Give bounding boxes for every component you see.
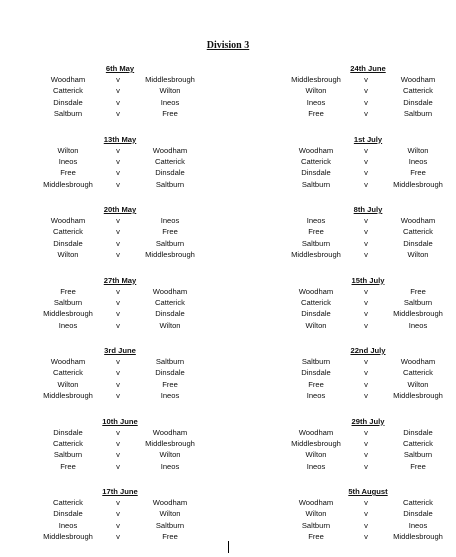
home-team: Free [60,461,76,471]
away-team: Free [162,109,178,119]
fixture-row [278,427,456,438]
away-team: Free [162,227,178,237]
versus-label: v [116,250,120,260]
fixture-round [278,134,456,205]
fixture-row [30,390,210,401]
away-team: Middlesbrough [145,250,195,260]
home-team: Ineos [306,461,326,471]
away-team: Free [162,532,178,542]
fixture-row [30,238,210,249]
home-team: Wilton [305,86,327,96]
fixture-row [30,74,210,85]
versus-label: v [116,309,120,319]
fixture-row [278,97,456,108]
versus-label: v [364,438,368,448]
home-team: Woodham [50,357,86,366]
home-team: Catterick [53,227,83,237]
versus-label: v [116,391,120,401]
away-team: Free [410,168,426,178]
home-team: Catterick [53,498,83,507]
home-team: Woodham [50,75,86,84]
away-team: Middlesbrough [145,438,195,448]
fixture-row [278,226,456,237]
versus-label: v [364,509,368,519]
versus-label: v [364,227,368,237]
versus-label: v [116,179,120,189]
fixture-row [30,427,210,438]
fixture-row [30,308,210,319]
fixture-row [30,508,210,519]
fixture-row [278,379,456,390]
fixture-row [30,449,210,460]
home-team: Middlesbrough [291,75,341,84]
fixture-row [30,215,210,226]
versus-label: v [364,250,368,260]
away-team: Ineos [160,391,180,401]
away-team: Middlesbrough [393,391,443,401]
fixture-row [30,297,210,308]
fixture-row [278,461,456,472]
away-team: Wilton [407,250,429,260]
versus-label: v [364,520,368,530]
home-team: Catterick [53,86,83,96]
home-team: Dinsdale [53,509,83,519]
round-date: 27th May [103,275,137,285]
away-team: Woodham [152,286,188,296]
home-team: Saltburn [53,450,83,460]
versus-label: v [364,368,368,378]
round-date: 17th June [102,487,138,496]
away-team: Saltburn [403,109,433,119]
away-team: Woodham [152,145,188,155]
round-date: 15th July [351,275,385,285]
fixture-row [278,167,456,178]
home-team: Wilton [305,320,327,330]
fixture-round [278,204,456,275]
round-date: 8th July [353,205,383,214]
versus-label: v [364,238,368,248]
home-team: Catterick [53,438,83,448]
round-date: 24th June [350,64,386,73]
home-team: Free [308,379,324,389]
away-team: Catterick [155,156,185,166]
fixture-row [30,379,210,390]
away-team: Free [162,379,178,389]
fixture-row [278,390,456,401]
fixture-row [30,226,210,237]
away-team: Dinsdale [403,509,433,519]
away-team: Dinsdale [155,309,185,319]
versus-label: v [364,320,368,330]
away-team: Woodham [400,357,436,366]
fixture-round [30,63,210,134]
versus-label: v [116,168,120,178]
versus-label: v [116,297,120,307]
away-team: Dinsdale [403,238,433,248]
round-date: 10th June [102,416,138,426]
fixture-row [30,156,210,167]
fixture-row [30,461,210,472]
home-team: Saltburn [301,357,331,366]
versus-label: v [116,498,120,507]
fixture-row [278,367,456,378]
home-team: Middlesbrough [43,309,93,319]
versus-label: v [116,86,120,96]
away-team: Wilton [407,145,429,155]
fixture-round [30,486,210,557]
home-team: Ineos [58,520,78,530]
away-team: Saltburn [403,450,433,460]
round-date: 5th August [348,487,388,496]
home-team: Middlesbrough [43,532,93,542]
fixture-row [278,449,456,460]
fixture-row [278,74,456,85]
versus-label: v [364,379,368,389]
home-team: Ineos [306,391,326,401]
home-team: Dinsdale [301,368,331,378]
versus-label: v [116,509,120,519]
fixture-row [278,320,456,331]
versus-label: v [116,238,120,248]
fixture-round [30,416,210,487]
versus-label: v [364,179,368,189]
home-team: Woodham [298,427,334,437]
fixture-row [278,508,456,519]
versus-label: v [116,450,120,460]
round-date: 1st July [353,134,383,144]
fixture-row [30,249,210,260]
versus-label: v [116,227,120,237]
versus-label: v [364,216,368,225]
fixture-row [278,497,456,508]
home-team: Middlesbrough [43,179,93,189]
versus-label: v [364,391,368,401]
home-team: Saltburn [301,520,331,530]
fixture-round [278,486,456,557]
fixtures-column-left [30,63,210,557]
home-team: Ineos [306,216,326,225]
fixture-row [278,308,456,319]
away-team: Middlesbrough [393,309,443,319]
versus-label: v [116,427,120,437]
fixture-row [278,297,456,308]
versus-label: v [364,498,368,507]
versus-label: v [116,461,120,471]
away-team: Saltburn [155,357,185,366]
fixture-row [30,97,210,108]
fixtures-column-right [278,63,456,557]
home-team: Free [60,168,76,178]
fixture-row [30,179,210,190]
home-team: Catterick [301,156,331,166]
versus-label: v [116,145,120,155]
away-team: Middlesbrough [145,75,195,84]
versus-label: v [116,75,120,84]
away-team: Catterick [155,297,185,307]
versus-label: v [364,461,368,471]
away-team: Dinsdale [403,427,433,437]
home-team: Dinsdale [301,168,331,178]
home-team: Dinsdale [53,427,83,437]
away-team: Ineos [408,156,428,166]
versus-label: v [116,532,120,542]
fixture-row [278,145,456,156]
away-team: Wilton [159,509,181,519]
fixture-row [278,215,456,226]
fixture-row [278,156,456,167]
home-team: Saltburn [301,179,331,189]
fixture-row [278,531,456,542]
fixture-round [278,416,456,487]
fixture-row [30,438,210,449]
home-team: Woodham [298,145,334,155]
home-team: Wilton [57,250,79,260]
versus-label: v [364,309,368,319]
round-date: 13th May [103,134,137,144]
fixture-round [278,275,456,346]
away-team: Wilton [159,86,181,96]
away-team: Woodham [400,216,436,225]
home-team: Wilton [305,509,327,519]
away-team: Ineos [160,461,180,471]
round-date: 20th May [103,205,137,214]
text-cursor [228,541,229,553]
home-team: Wilton [57,145,79,155]
versus-label: v [116,438,120,448]
round-date: 6th May [105,64,135,73]
fixture-row [30,367,210,378]
home-team: Free [308,532,324,542]
away-team: Saltburn [403,297,433,307]
fixture-row [30,286,210,297]
home-team: Free [308,227,324,237]
away-team: Catterick [403,368,433,378]
versus-label: v [116,379,120,389]
fixture-row [30,320,210,331]
versus-label: v [116,368,120,378]
away-team: Free [410,286,426,296]
fixture-row [30,531,210,542]
versus-label: v [116,97,120,107]
away-team: Wilton [407,379,429,389]
home-team: Woodham [298,498,334,507]
away-team: Wilton [159,450,181,460]
versus-label: v [364,286,368,296]
versus-label: v [364,450,368,460]
home-team: Free [60,286,76,296]
away-team: Ineos [408,520,428,530]
home-team: Saltburn [301,238,331,248]
versus-label: v [364,168,368,178]
home-team: Middlesbrough [43,391,93,401]
home-team: Middlesbrough [291,438,341,448]
away-team: Catterick [403,438,433,448]
away-team: Wilton [159,320,181,330]
versus-label: v [116,286,120,296]
away-team: Dinsdale [155,168,185,178]
home-team: Ineos [306,97,326,107]
home-team: Wilton [57,379,79,389]
away-team: Catterick [403,227,433,237]
home-team: Middlesbrough [291,250,341,260]
fixture-row [278,356,456,367]
fixture-round [278,345,456,416]
away-team: Saltburn [155,179,185,189]
away-team: Saltburn [155,520,185,530]
home-team: Ineos [58,320,78,330]
away-team: Woodham [400,75,436,84]
away-team: Catterick [403,86,433,96]
away-team: Catterick [403,498,433,507]
away-team: Saltburn [155,238,185,248]
fixture-row [278,85,456,96]
versus-label: v [116,156,120,166]
versus-label: v [364,427,368,437]
fixture-row [30,85,210,96]
home-team: Dinsdale [53,238,83,248]
versus-label: v [364,86,368,96]
away-team: Ineos [160,97,180,107]
fixture-row [278,438,456,449]
fixture-row [278,520,456,531]
home-team: Ineos [58,156,78,166]
fixture-row [30,520,210,531]
home-team: Free [308,109,324,119]
versus-label: v [364,357,368,366]
fixture-round [278,63,456,134]
fixture-row [278,249,456,260]
versus-label: v [364,156,368,166]
away-team: Middlesbrough [393,179,443,189]
home-team: Woodham [50,216,86,225]
home-team: Woodham [298,286,334,296]
fixture-row [278,238,456,249]
fixture-round [30,345,210,416]
home-team: Saltburn [53,297,83,307]
home-team: Wilton [305,450,327,460]
page-title: Division 3 [206,40,250,51]
versus-label: v [364,97,368,107]
home-team: Saltburn [53,109,83,119]
versus-label: v [364,75,368,84]
versus-label: v [116,216,120,225]
fixture-row [30,108,210,119]
away-team: Ineos [408,320,428,330]
fixture-round [30,204,210,275]
away-team: Middlesbrough [393,532,443,542]
fixture-row [278,179,456,190]
away-team: Dinsdale [403,97,433,107]
versus-label: v [116,320,120,330]
versus-label: v [116,520,120,530]
fixture-round [30,275,210,346]
away-team: Woodham [152,427,188,437]
away-team: Dinsdale [155,368,185,378]
home-team: Catterick [301,297,331,307]
versus-label: v [116,109,120,119]
fixture-row [30,497,210,508]
versus-label: v [364,297,368,307]
home-team: Catterick [53,368,83,378]
round-date: 29th July [351,416,385,426]
away-team: Free [410,461,426,471]
versus-label: v [116,357,120,366]
fixture-round [30,134,210,205]
versus-label: v [364,532,368,542]
away-team: Woodham [152,498,188,507]
round-date: 22nd July [350,346,386,355]
fixture-row [30,145,210,156]
home-team: Dinsdale [53,97,83,107]
versus-label: v [364,109,368,119]
round-date: 3rd June [104,346,136,355]
fixture-row [278,108,456,119]
fixture-row [278,286,456,297]
away-team: Ineos [160,216,180,225]
fixture-row [30,167,210,178]
home-team: Dinsdale [301,309,331,319]
versus-label: v [364,145,368,155]
fixture-row [30,356,210,367]
